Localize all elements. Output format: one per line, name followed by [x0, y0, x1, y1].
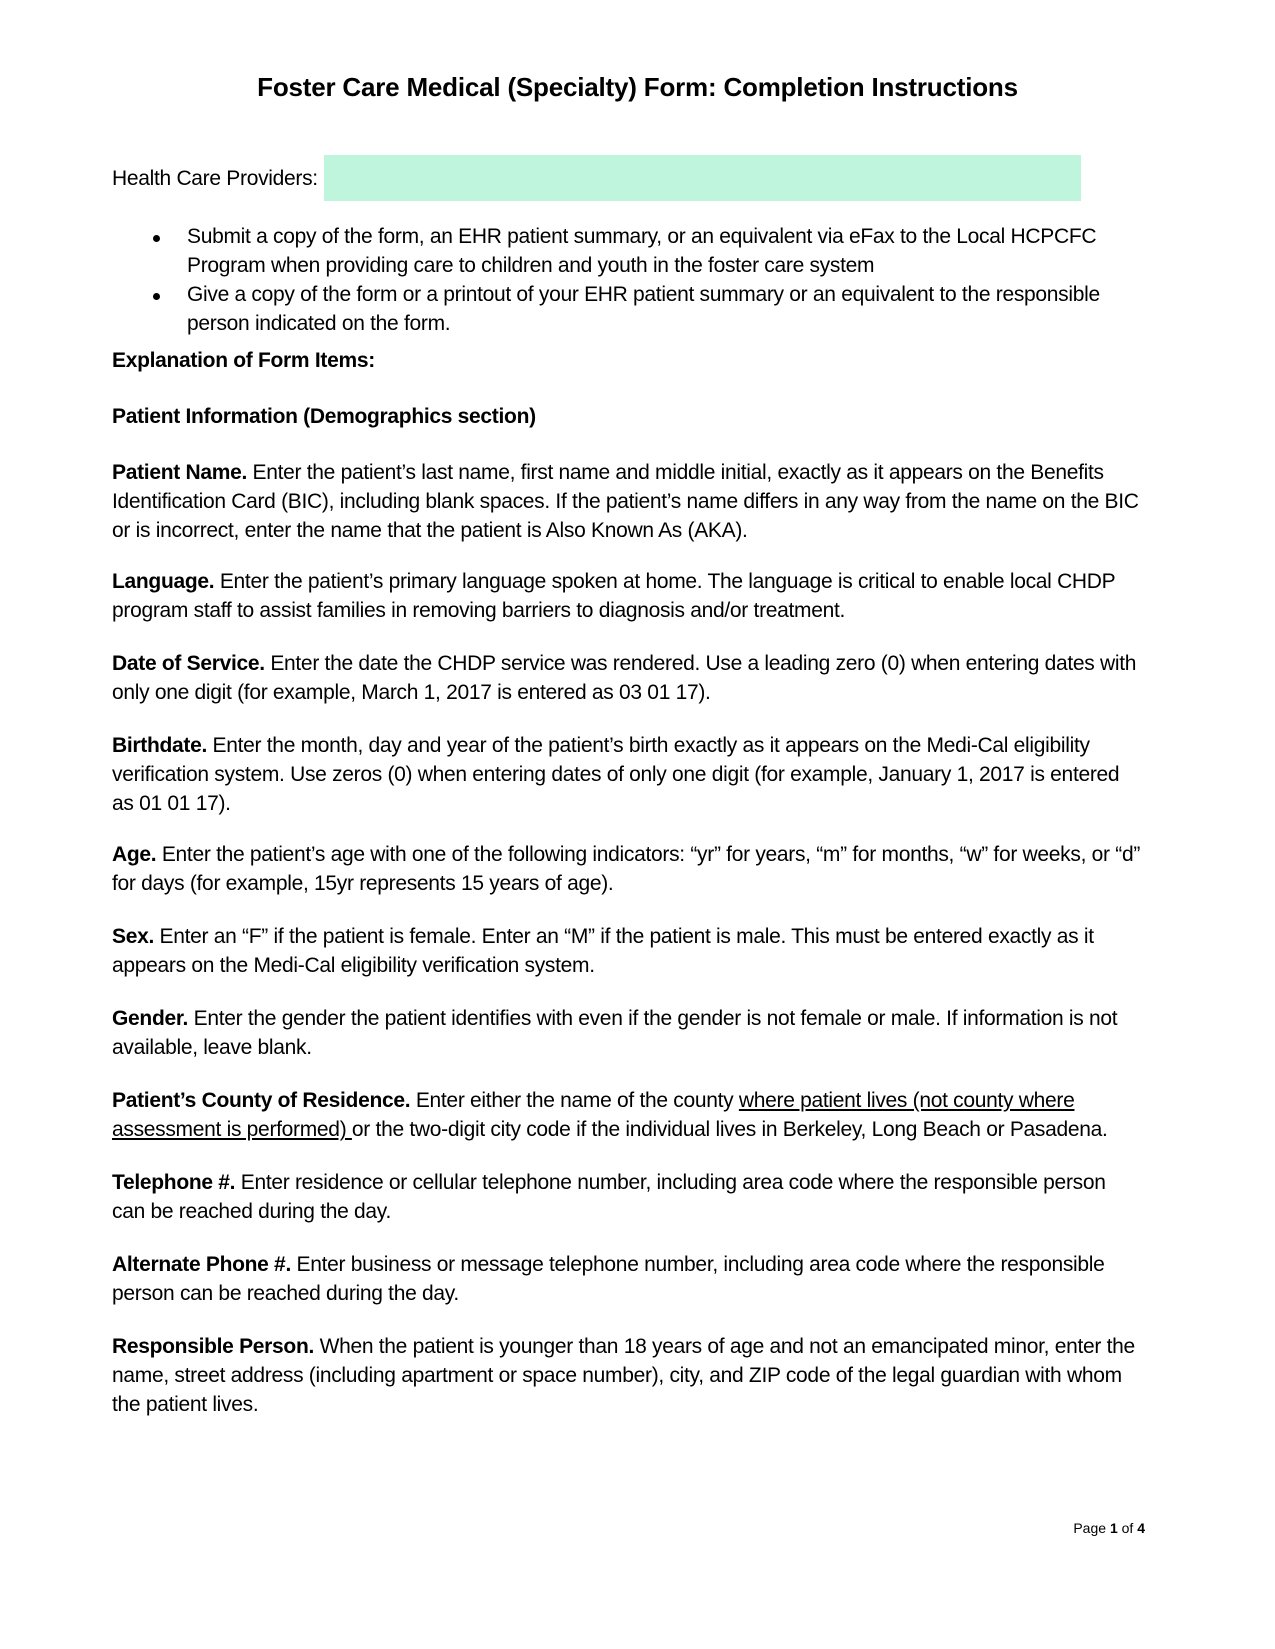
list-item-text: Submit a copy of the form, an EHR patient summary, or an equivalent via eFax to the Local HCPCFC Program when providing care to children and youth in the foster care system — [187, 225, 1097, 277]
item-alternate-phone — [112, 1250, 1142, 1308]
page-word: Page — [1073, 1520, 1110, 1536]
provider-instructions-list — [112, 222, 1112, 338]
item-text: Enter the date the CHDP service was rendered. Use a leading zero (0) when entering dates with only one digit (for example, March 1, 2017 is entered as 03 01 17). — [112, 652, 1137, 704]
list-item-text: Give a copy of the form or a printout of your EHR patient summary or an equivalent to the responsible person indicated on the form. — [187, 283, 1100, 335]
list-item — [112, 222, 1112, 280]
bullet-icon — [153, 293, 160, 300]
item-telephone — [112, 1168, 1142, 1226]
item-gender — [112, 1004, 1142, 1062]
item-term: Gender. — [112, 1007, 189, 1030]
page-number — [1073, 1520, 1145, 1536]
item-text: Enter the month, day and year of the patient’s birth exactly as it appears on the Medi-Cal eligibility verification system. Use zeros (0) when entering dates of only one digit (for example, January 1, 2017 is entered as 01 01 17). — [112, 734, 1120, 815]
page-current: 1 — [1109, 1520, 1118, 1536]
item-age — [112, 840, 1142, 898]
item-text: Enter the patient’s last name, first name and middle initial, exactly as it appears on the Benefits Identification Card (BIC), including blank spaces. If the patient’s name differs in any way from the name on the BIC or is incorrect, enter the name that the patient is Also Known As (AKA). — [112, 461, 1139, 542]
item-sex — [112, 922, 1142, 980]
item-text: Enter the gender the patient identifies with even if the gender is not female or male. If information is not available, leave blank. — [112, 1007, 1118, 1059]
health-care-providers-field[interactable] — [324, 155, 1081, 201]
item-underlined-text: where patient lives (not county where assessment is performed) — [112, 1089, 1075, 1141]
item-text: Enter residence or cellular telephone number, including area code where the responsible person can be reached during the day. — [112, 1171, 1106, 1223]
item-term: Alternate Phone #. — [112, 1253, 291, 1276]
item-language — [112, 567, 1142, 625]
of-word: of — [1117, 1520, 1138, 1536]
item-term: Sex. — [112, 925, 154, 948]
item-birthdate — [112, 731, 1142, 818]
item-text: Enter the patient’s age with one of the following indicators: “yr” for years, “m” for months, “w” for weeks, or “d” for days (for example, 15yr represents 15 years of age). — [112, 843, 1141, 895]
page-total: 4 — [1137, 1520, 1145, 1536]
item-text: Enter either the name of the county — [410, 1089, 739, 1112]
item-date-of-service — [112, 649, 1142, 707]
health-care-providers-label: Health Care Providers: — [112, 167, 318, 190]
item-responsible-person — [112, 1332, 1142, 1419]
item-term: Birthdate. — [112, 734, 208, 757]
item-term: Telephone #. — [112, 1171, 236, 1194]
page-title: Foster Care Medical (Specialty) Form: Completion Instructions — [257, 72, 1018, 102]
explanation-heading: Explanation of Form Items: — [112, 349, 375, 372]
item-text: Enter an “F” if the patient is female. Enter an “M” if the patient is male. This must be entered exactly as it appears on the Medi-Cal eligibility verification system. — [112, 925, 1094, 977]
list-item — [112, 280, 1112, 338]
section-heading: Patient Information (Demographics section) — [112, 405, 536, 428]
item-term: Language. — [112, 570, 215, 593]
item-text: When the patient is younger than 18 years of age and not an emancipated minor, enter the name, street address (including apartment or space number), city, and ZIP code of the legal guardian with whom the patient lives. — [112, 1335, 1135, 1416]
item-text: Enter business or message telephone number, including area code where the responsible person can be reached during the day. — [112, 1253, 1105, 1305]
item-term: Age. — [112, 843, 157, 866]
item-text: Enter the patient’s primary language spoken at home. The language is critical to enable local CHDP program staff to assist families in removing barriers to diagnosis and/or treatment. — [112, 570, 1115, 622]
item-patient-name — [112, 458, 1142, 545]
health-care-providers-row — [112, 155, 1082, 201]
item-term: Patient Name. — [112, 461, 247, 484]
bullet-icon — [153, 235, 160, 242]
item-term: Patient’s County of Residence. — [112, 1089, 411, 1112]
item-term: Date of Service. — [112, 652, 265, 675]
item-term: Responsible Person. — [112, 1335, 315, 1358]
item-text: or the two-digit city code if the individual lives in Berkeley, Long Beach or Pasadena. — [351, 1118, 1108, 1141]
item-county-of-residence — [112, 1086, 1142, 1144]
